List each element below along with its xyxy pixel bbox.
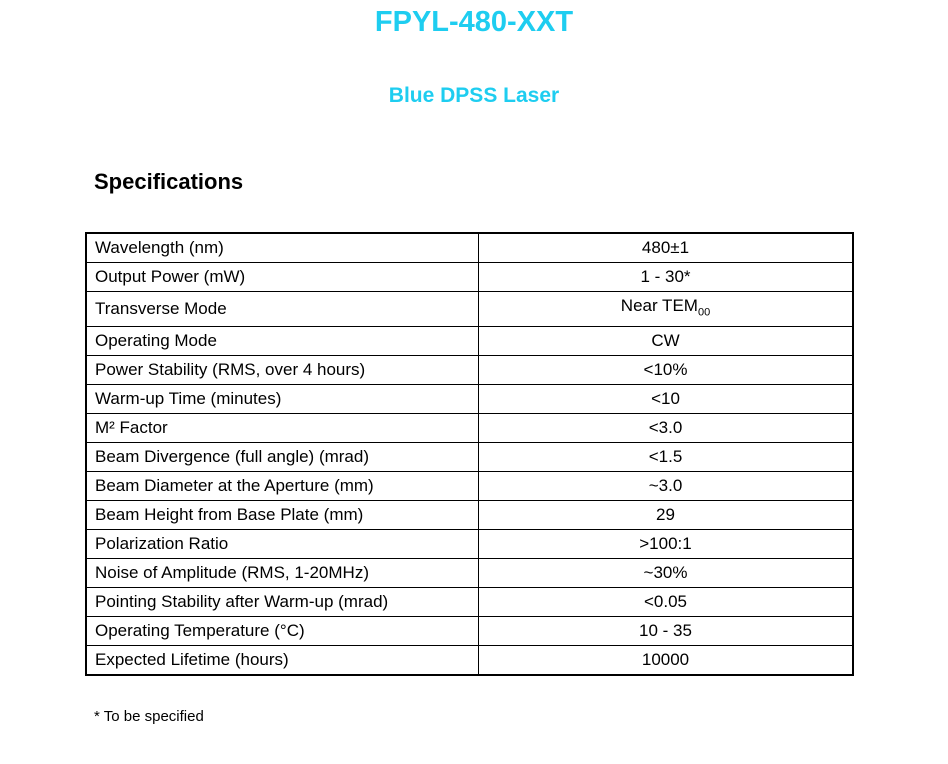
spec-value: <0.05 <box>479 588 854 617</box>
table-row <box>86 414 853 443</box>
spec-parameter: Power Stability (RMS, over 4 hours) <box>86 356 479 385</box>
table-row <box>86 292 853 327</box>
spec-value: <1.5 <box>479 443 854 472</box>
spec-value: 480±1 <box>479 233 854 263</box>
spec-value: <10% <box>479 356 854 385</box>
spec-parameter: Wavelength (nm) <box>86 233 479 263</box>
spec-value: >100:1 <box>479 530 854 559</box>
table-row <box>86 617 853 646</box>
table-row <box>86 559 853 588</box>
spec-parameter: Beam Diameter at the Aperture (mm) <box>86 472 479 501</box>
spec-value-subscript: 00 <box>697 306 711 319</box>
specifications-table <box>85 232 854 676</box>
spec-parameter: Pointing Stability after Warm-up (mrad) <box>86 588 479 617</box>
table-row <box>86 385 853 414</box>
table-row <box>86 356 853 385</box>
spec-value: <10 <box>479 385 854 414</box>
table-row <box>86 530 853 559</box>
spec-parameter: Operating Mode <box>86 327 479 356</box>
table-row <box>86 327 853 356</box>
spec-value: 10 - 35 <box>479 617 854 646</box>
table-row <box>86 443 853 472</box>
table-row <box>86 646 853 676</box>
spec-parameter: Operating Temperature (°C) <box>86 617 479 646</box>
spec-value <box>479 292 854 327</box>
spec-value: 29 <box>479 501 854 530</box>
spec-parameter: M² Factor <box>86 414 479 443</box>
spec-parameter: Beam Height from Base Plate (mm) <box>86 501 479 530</box>
spec-parameter: Output Power (mW) <box>86 263 479 292</box>
spec-parameter: Transverse Mode <box>86 292 479 327</box>
document-subtitle: Blue DPSS Laser <box>388 84 560 107</box>
spec-value: <3.0 <box>479 414 854 443</box>
footnote: * To be specified <box>94 708 204 725</box>
specifications-table-body <box>86 233 853 675</box>
spec-value: 10000 <box>479 646 854 676</box>
spec-parameter: Expected Lifetime (hours) <box>86 646 479 676</box>
spec-value-text: Near TEM <box>620 296 698 315</box>
spec-parameter: Noise of Amplitude (RMS, 1-20MHz) <box>86 559 479 588</box>
spec-parameter: Beam Divergence (full angle) (mrad) <box>86 443 479 472</box>
table-row <box>86 501 853 530</box>
spec-parameter: Warm-up Time (minutes) <box>86 385 479 414</box>
table-row <box>86 588 853 617</box>
spec-value: ~3.0 <box>479 472 854 501</box>
spec-value: ~30% <box>479 559 854 588</box>
document-title: FPYL-480-XXT <box>374 6 574 38</box>
spec-parameter: Polarization Ratio <box>86 530 479 559</box>
section-heading: Specifications <box>94 169 244 194</box>
spec-value: 1 - 30* <box>479 263 854 292</box>
table-row <box>86 263 853 292</box>
table-row <box>86 472 853 501</box>
table-row <box>86 233 853 263</box>
spec-value: CW <box>479 327 854 356</box>
